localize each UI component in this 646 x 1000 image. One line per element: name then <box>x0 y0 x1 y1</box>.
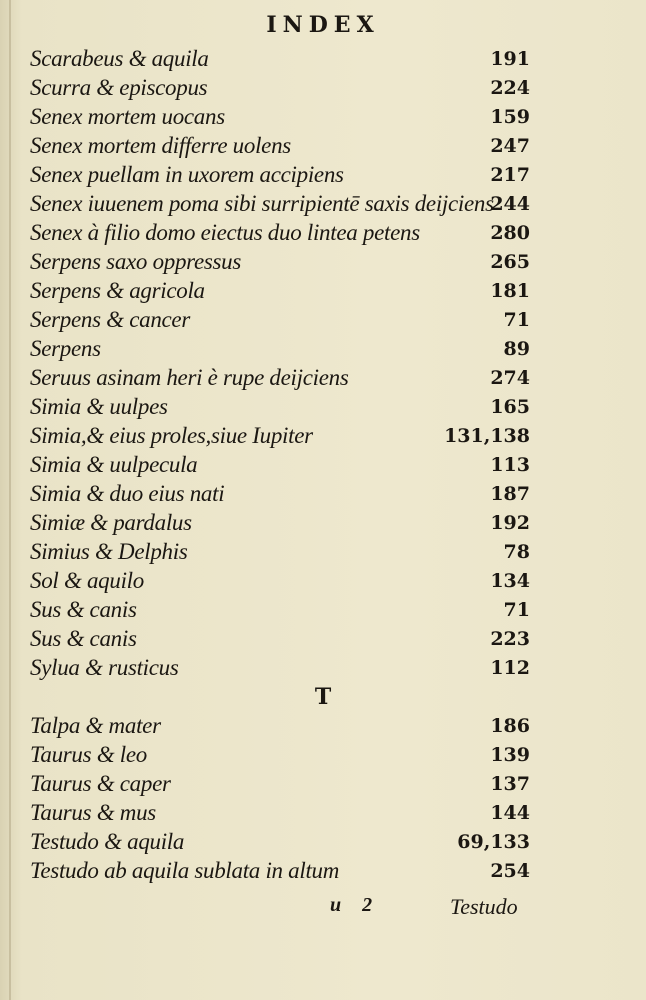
entry-term: Taurus & mus <box>30 800 156 825</box>
index-entry <box>0 247 646 276</box>
entry-term: Simia & uulpes <box>30 394 168 419</box>
entry-page-number: 71 <box>503 309 530 331</box>
catchword: Testudo <box>450 894 518 919</box>
entry-term: Simia & uulpecula <box>30 452 198 477</box>
entry-page-number: 165 <box>490 396 530 418</box>
entry-page-number: 223 <box>490 628 530 650</box>
entry-page-number: 247 <box>490 135 530 157</box>
index-entry <box>0 566 646 595</box>
entry-page-number: 186 <box>490 715 530 737</box>
entry-term: Taurus & leo <box>30 742 147 767</box>
entry-term: Serpens saxo oppressus <box>30 249 242 274</box>
index-entry <box>0 392 646 421</box>
entry-term: Serpens & agricola <box>30 278 205 303</box>
index-entry <box>0 624 646 653</box>
entry-page-number: 131,138 <box>444 425 530 447</box>
entry-term: Scarabeus & aquila <box>30 46 209 71</box>
entry-page-number: 224 <box>490 77 530 99</box>
index-entry <box>0 740 646 769</box>
entry-term: Testudo ab aquila sublata in altum <box>30 858 340 883</box>
entry-page-number: 254 <box>490 860 530 882</box>
entry-page-number: 69,133 <box>457 831 530 853</box>
index-entry <box>0 827 646 856</box>
entry-term: Serpens & cancer <box>30 307 190 332</box>
index-entry <box>0 73 646 102</box>
index-entry <box>0 102 646 131</box>
index-entry <box>0 508 646 537</box>
index-entry <box>0 334 646 363</box>
entry-term: Simia & duo eius nati <box>30 481 225 506</box>
entry-term: Senex mortem differre uolens <box>30 133 291 158</box>
index-entry <box>0 479 646 508</box>
index-entry <box>0 44 646 73</box>
index-entry <box>0 595 646 624</box>
index-entry <box>0 421 646 450</box>
entry-term: Simius & Delphis <box>30 539 188 564</box>
entry-term: Sus & canis <box>30 597 137 622</box>
index-entry <box>0 276 646 305</box>
entry-term: Testudo & aquila <box>30 829 185 854</box>
index-entry <box>0 653 646 682</box>
entry-term: Taurus & caper <box>30 771 171 796</box>
entry-term: Serpens <box>30 336 101 361</box>
index-entry <box>0 711 646 740</box>
entry-term: Talpa & mater <box>30 713 161 738</box>
entry-page-number: 78 <box>503 541 530 563</box>
entry-page-number: 144 <box>490 802 530 824</box>
index-entry <box>0 769 646 798</box>
index-entry <box>0 305 646 334</box>
entry-term: Senex à filio domo eiectus duo lintea petens <box>30 220 420 245</box>
index-entry <box>0 856 646 885</box>
index-entry <box>0 363 646 392</box>
entry-term: Simia,& eius proles,siue Iupiter <box>30 423 313 448</box>
entry-page-number: 217 <box>490 164 530 186</box>
entry-term: Sus & canis <box>30 626 137 651</box>
entry-page-number: 134 <box>490 570 530 592</box>
index-entry <box>0 131 646 160</box>
entry-page-number: 181 <box>490 280 530 302</box>
entry-page-number: 265 <box>490 251 530 273</box>
index-entries-s <box>0 44 646 682</box>
entry-page-number: 191 <box>490 48 530 70</box>
index-entries-t <box>0 711 646 885</box>
entry-page-number: 280 <box>490 222 530 244</box>
signature-mark: u 2 <box>330 894 381 916</box>
entry-page-number: 274 <box>490 367 530 389</box>
entry-term: Sylua & rusticus <box>30 655 179 680</box>
entry-term: Seruus asinam heri è rupe deijciens <box>30 365 349 390</box>
index-entry <box>0 450 646 479</box>
entry-page-number: 137 <box>490 773 530 795</box>
entry-term: Senex iuuenem poma sibi surripientē saxis deijciens <box>30 191 494 216</box>
index-entry <box>0 798 646 827</box>
entry-term: Senex puellam in uxorem accipiens <box>30 162 344 187</box>
index-entry <box>0 160 646 189</box>
entry-page-number: 113 <box>490 454 530 476</box>
entry-term: Scurra & episcopus <box>30 75 208 100</box>
running-header: INDEX <box>266 12 380 38</box>
entry-page-number: 187 <box>490 483 530 505</box>
index-list <box>0 44 646 885</box>
index-entry <box>0 189 646 218</box>
entry-page-number: 244 <box>490 193 530 215</box>
entry-term: Sol & aquilo <box>30 568 144 593</box>
entry-term: Simiæ & pardalus <box>30 510 192 535</box>
entry-page-number: 139 <box>490 744 530 766</box>
entry-page-number: 192 <box>490 512 530 534</box>
entry-page-number: 112 <box>490 657 530 679</box>
entry-page-number: 71 <box>503 599 530 621</box>
index-entry <box>0 218 646 247</box>
index-entry <box>0 537 646 566</box>
entry-term: Senex mortem uocans <box>30 104 225 129</box>
page-footer <box>0 892 646 922</box>
entry-page-number: 159 <box>490 106 530 128</box>
entry-page-number: 89 <box>503 338 530 360</box>
section-letter-heading: T <box>314 684 332 710</box>
